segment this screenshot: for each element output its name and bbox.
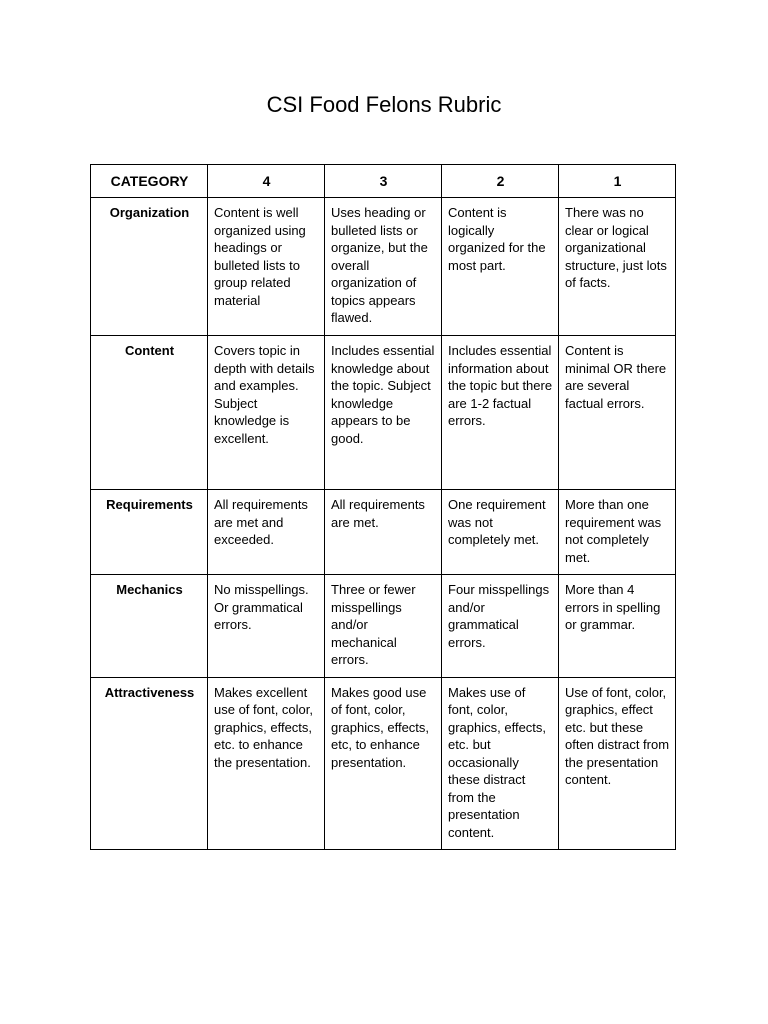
table-row-mechanics [91, 575, 676, 678]
header-score-2: 2 [442, 165, 559, 198]
header-row [91, 165, 676, 198]
page-title: CSI Food Felons Rubric [266, 92, 502, 117]
category-label: Requirements [91, 490, 208, 575]
rubric-header [91, 165, 676, 198]
criterion-cell-4: All requirements are met and exceeded. [208, 490, 325, 575]
table-row-attractiveness [91, 677, 676, 850]
criterion-cell-3: Three or fewer misspellings and/or mechanical errors. [325, 575, 442, 678]
criterion-cell-1: There was no clear or logical organizational structure, just lots of facts. [559, 198, 676, 336]
table-row-requirements [91, 490, 676, 575]
criterion-cell-4: Content is well organized using headings or bulleted lists to group related material [208, 198, 325, 336]
criterion-cell-1: More than 4 errors in spelling or grammar. [559, 575, 676, 678]
criterion-cell-2: Four misspellings and/or grammatical errors. [442, 575, 559, 678]
criterion-cell-1: More than one requirement was not completely met. [559, 490, 676, 575]
criterion-cell-2: Makes use of font, color, graphics, effects, etc. but occasionally these distract from the presentation content. [442, 677, 559, 850]
header-score-3: 3 [325, 165, 442, 198]
criterion-cell-2: Content is logically organized for the most part. [442, 198, 559, 336]
rubric-table [90, 164, 676, 850]
criterion-cell-4: No misspellings. Or grammatical errors. [208, 575, 325, 678]
category-label: Organization [91, 198, 208, 336]
table-row-content [91, 336, 676, 490]
header-category: CATEGORY [91, 165, 208, 198]
category-label: Attractiveness [91, 677, 208, 850]
criterion-cell-1: Use of font, color, graphics, effect etc. but these often distract from the presentation content. [559, 677, 676, 850]
criterion-cell-3: Includes essential knowledge about the topic. Subject knowledge appears to be good. [325, 336, 442, 490]
table-row-organization [91, 198, 676, 336]
criterion-cell-4: Covers topic in depth with details and examples. Subject knowledge is excellent. [208, 336, 325, 490]
criterion-cell-3: Makes good use of font, color, graphics, effects, etc, to enhance presentation. [325, 677, 442, 850]
header-score-1: 1 [559, 165, 676, 198]
rubric-body [91, 198, 676, 850]
criterion-cell-2: One requirement was not completely met. [442, 490, 559, 575]
criterion-cell-3: Uses heading or bulleted lists or organize, but the overall organization of topics appears flawed. [325, 198, 442, 336]
criterion-cell-3: All requirements are met. [325, 490, 442, 575]
category-label: Mechanics [91, 575, 208, 678]
criterion-cell-2: Includes essential information about the topic but there are 1-2 factual errors. [442, 336, 559, 490]
criterion-cell-1: Content is minimal OR there are several factual errors. [559, 336, 676, 490]
category-label: Content [91, 336, 208, 490]
header-score-4: 4 [208, 165, 325, 198]
criterion-cell-4: Makes excellent use of font, color, graphics, effects, etc. to enhance the presentation. [208, 677, 325, 850]
